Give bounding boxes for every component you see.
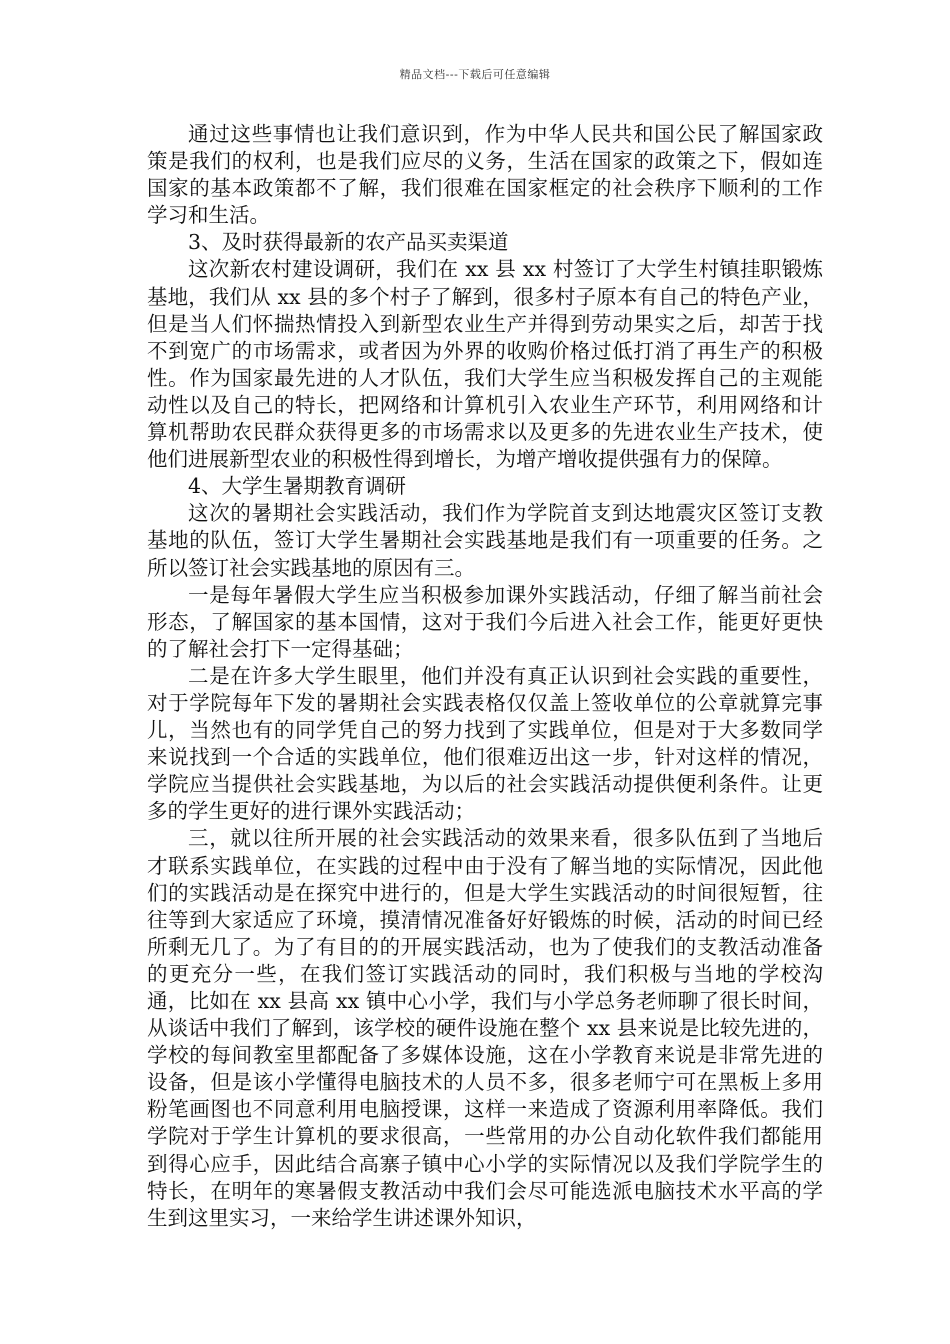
document-body xyxy=(147,121,823,1232)
section-heading-produce-channels: 3、及时获得最新的农产品买卖渠道 xyxy=(188,230,509,255)
paragraph-new-rural-construction: 这次新农村建设调研，我们在 xx 县 xx 村签订了大学生村镇挂职锻炼基地，我们从 xx 县的多个村子了解到，很多村子原本有自己的特色产业，但是当人们怀揣热情投入到新型农业生产并得到劳动果实之后，却苦于找不到宽广的市场需求，或者因为外界的收购价格过低打消了再生产的积极性。作为国家最先进的人才队伍，我们大学生应当积极发挥自己的主观能动性以及自己的特长，把网络和计算机引入农业生产环节，利用网络和计算机帮助农民群众获得更多的市场需求以及更多的先进农业生产技术，使他们进展新型农业的积极性得到增长，为增产增收提供强有力的保障。 xyxy=(147,257,823,472)
paragraph-reason-three: 三，就以往所开展的社会实践活动的效果来看，很多队伍到了当地后才联系实践单位，在实践的过程中由于没有了解当地的实际情况，因此他们的实践活动是在探究中进行的，但是大学生实践活动的时间很短暂，往往等到大家适应了环境，摸清情况准备好好锻炼的时候，活动的时间已经所剩无几了。为了有目的的开展实践活动，也为了使我们的支教活动准备的更充分一些，在我们签订实践活动的同时，我们积极与当地的学校沟通，比如在 xx 县高 xx 镇中心小学，我们与小学总务老师聊了很长时间，从谈话中我们了解到，该学校的硬件设施在整个 xx 县来说是比较先进的，学校的每间教室里都配备了多媒体设施，这在小学教育来说是非常先进的设备，但是该小学懂得电脑技术的人员不多，很多老师宁可在黑板上多用粉笔画图也不同意利用电脑授课，这样一来造成了资源利用率降低。我们学院对于学生计算机的要求很高，一些常用的办公自动化软件我们都能用到得心应手，因此结合高寨子镇中心小学的实际情况以及我们学院学生的特长，在明年的寒暑假支教活动中我们会尽可能选派电脑技术水平高的学生到这里实习，一来给学生讲述课外知识， xyxy=(147,826,823,1230)
paragraph-reason-one: 一是每年暑假大学生应当积极参加课外实践活动，仔细了解当前社会形态，了解国家的基本国情，这对于我们今后进入社会工作，能更好更快的了解社会打下一定得基础； xyxy=(147,582,823,661)
section-heading-summer-education: 4、大学生暑期教育调研 xyxy=(188,474,407,499)
paragraph-reason-two: 二是在许多大学生眼里，他们并没有真正认识到社会实践的重要性，对于学院每年下发的暑期社会实践表格仅仅盖上签收单位的公章就算完事儿，当然也有的同学凭自己的努力找到了实践单位，但是对于大多数同学来说找到一个合适的实践单位，他们很难迈出这一步，针对这样的情况，学院应当提供社会实践基地，为以后的社会实践活动提供便利条件。让更多的学生更好的进行课外实践活动； xyxy=(147,663,823,824)
paragraph-policy-awareness: 通过这些事情也让我们意识到，作为中华人民共和国公民了解国家政策是我们的权利，也是我们应尽的义务，生活在国家的政策之下，假如连国家的基本政策都不了解，我们很难在国家框定的社会秩序下顺利的工作学习和生活。 xyxy=(147,122,823,228)
paragraph-summer-practice: 这次的暑期社会实践活动，我们作为学院首支到达地震灾区签订支教基地的队伍，签订大学生暑期社会实践基地是我们有一项重要的任务。之所以签订社会实践基地的原因有三。 xyxy=(147,501,823,580)
page-header: 精品文档---下载后可任意编辑 xyxy=(399,68,551,81)
